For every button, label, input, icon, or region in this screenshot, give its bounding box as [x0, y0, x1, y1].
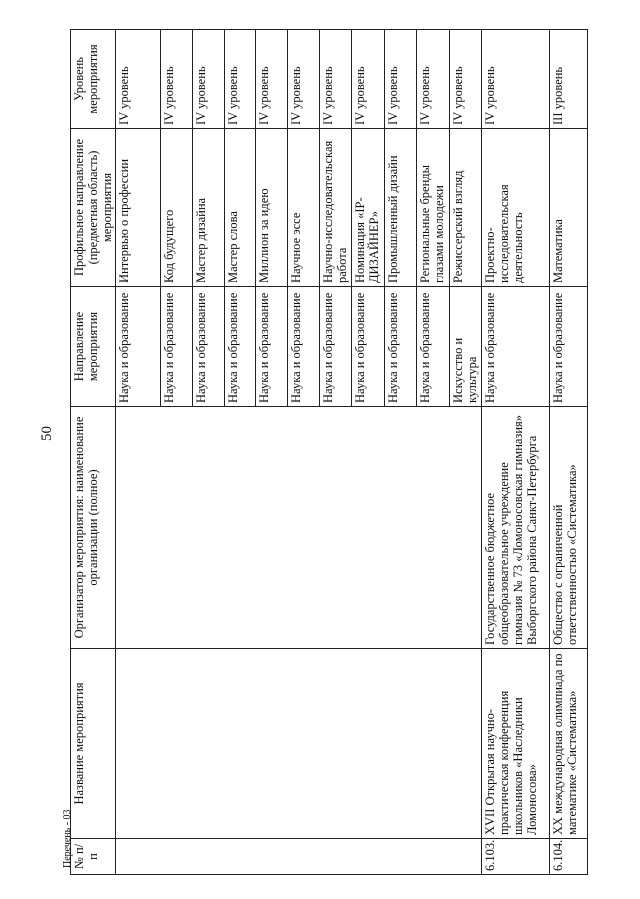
direction-cell: Наука и образование — [256, 287, 288, 407]
level-cell: IV уровень — [482, 30, 550, 129]
profile-cell: Миллион за идею — [256, 129, 288, 287]
profile-cell: Промышленный дизайн — [385, 129, 417, 287]
profile-cell: Мастер слова — [224, 129, 256, 287]
organizer-cell: Общество с ограниченной ответственностью «Систематика» — [549, 407, 587, 649]
level-cell: IV уровень — [224, 30, 256, 129]
header-level: Уровень мероприятия — [71, 30, 116, 129]
profile-cell: Режиссерский взгляд — [449, 129, 482, 287]
level-cell: IV уровень — [385, 30, 417, 129]
direction-cell: Наука и образование — [352, 287, 385, 407]
table-row — [549, 30, 587, 875]
direction-cell: Наука и образование — [319, 287, 352, 407]
header-direction: Направление мероприятия — [71, 287, 116, 407]
header-organizer: Организатор мероприятия: наименование организации (полное) — [71, 407, 116, 649]
prev-organizer-cell — [116, 407, 482, 649]
footer-note: Перечень - 03 — [62, 809, 73, 868]
level-cell: IV уровень — [449, 30, 482, 129]
direction-cell: Наука и образование — [288, 287, 320, 407]
header-profile: Профильное направление (предметная область) мероприятия — [71, 129, 116, 287]
direction-cell: Наука и образование — [224, 287, 256, 407]
direction-cell: Наука и образование — [482, 287, 550, 407]
profile-cell: Номинация «IP-ДИЗАЙНЕР» — [352, 129, 385, 287]
table-row — [116, 30, 161, 875]
profile-cell: Проектно-исследовательская деятельность — [482, 129, 550, 287]
profile-cell: Интервью о профессии — [116, 129, 161, 287]
direction-cell: Наука и образование — [193, 287, 225, 407]
rotated-table-container — [70, 30, 588, 875]
profile-cell: Мастер дизайна — [193, 129, 225, 287]
direction-cell: Наука и образование — [416, 287, 449, 407]
level-cell: IV уровень — [288, 30, 320, 129]
level-cell: IV уровень — [352, 30, 385, 129]
level-cell: IV уровень — [161, 30, 193, 129]
header-num: № п/п — [71, 839, 116, 875]
profile-cell: Код будущего — [161, 129, 193, 287]
organizer-cell: Государственное бюджетное общеобразовательное учреждение гимназия № 73 «Ломоносовская гимназия» Выборгского района Санкт-Петербурга — [482, 407, 550, 649]
num-cell: 6.104. — [549, 839, 587, 875]
level-cell: IV уровень — [256, 30, 288, 129]
table-row — [482, 30, 550, 875]
prev-name-cell — [116, 649, 482, 839]
header-name: Название мероприятия — [71, 649, 116, 839]
page-number: 50 — [39, 426, 55, 441]
profile-cell: Математика — [549, 129, 587, 287]
profile-cell: Научное эссе — [288, 129, 320, 287]
profile-cell: Региональные бренды глазами молодежи — [416, 129, 449, 287]
level-cell: IV уровень — [319, 30, 352, 129]
name-cell: XVII Открытая научно-практическая конференция школьников «Наследники Ломоносова» — [482, 649, 550, 839]
direction-cell: Наука и образование — [385, 287, 417, 407]
level-cell: IV уровень — [416, 30, 449, 129]
profile-cell: Научно-исследовательская работа — [319, 129, 352, 287]
name-cell: XX международная олимпиада по математике «Систематика» — [549, 649, 587, 839]
events-table — [70, 29, 588, 875]
level-cell: IV уровень — [116, 30, 161, 129]
table-header-row — [71, 30, 116, 875]
prev-num-cell — [116, 839, 482, 875]
num-cell: 6.103. — [482, 839, 550, 875]
direction-cell: Наука и образование — [549, 287, 587, 407]
direction-cell: Наука и образование — [116, 287, 161, 407]
direction-cell: Наука и образование — [161, 287, 193, 407]
level-cell: III уровень — [549, 30, 587, 129]
direction-cell: Искусство и культура — [449, 287, 482, 407]
level-cell: IV уровень — [193, 30, 225, 129]
